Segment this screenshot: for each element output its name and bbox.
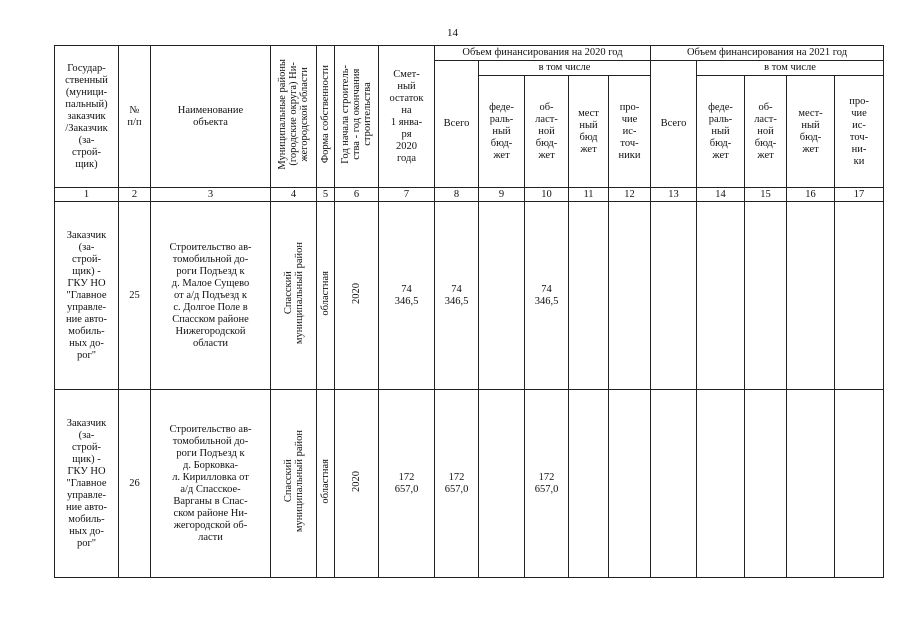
- col-number: 6: [335, 188, 379, 202]
- header-federal-2021: феде- раль- ный бюд- жет: [697, 76, 745, 188]
- other-2020-cell: [609, 202, 651, 390]
- total-2021-cell: [651, 202, 697, 390]
- header-number: № п/п: [119, 46, 151, 188]
- federal-2020-cell: [479, 202, 525, 390]
- header-incl-2020: в том числе: [479, 61, 651, 76]
- header-ownership: Форма собственности: [317, 46, 335, 188]
- total-2020-cell: 172 657,0: [435, 390, 479, 578]
- district-cell: Спасский муниципальный район: [271, 390, 317, 578]
- customer-cell: Заказчик (за- строй- щик) - ГКУ НО "Главное управле- ние авто- мобиль- ных до- рог": [55, 202, 119, 390]
- col-number: 1: [55, 188, 119, 202]
- financing-table: [54, 45, 884, 578]
- other-2021-cell: [835, 202, 884, 390]
- total-2021-cell: [651, 390, 697, 578]
- header-total-2021: Всего: [651, 61, 697, 188]
- federal-2020-cell: [479, 390, 525, 578]
- col-number: 8: [435, 188, 479, 202]
- table-row: [55, 202, 884, 390]
- col-number: 12: [609, 188, 651, 202]
- table-row: [55, 390, 884, 578]
- remainder-cell: 74 346,5: [379, 202, 435, 390]
- local-2020-cell: [569, 202, 609, 390]
- district-cell: Спасский муниципальный район: [271, 202, 317, 390]
- header-local-2020: мест ный бюд жет: [569, 76, 609, 188]
- col-number: 16: [787, 188, 835, 202]
- customer-cell: Заказчик (за- строй- щик) - ГКУ НО "Главное управле- ние авто- мобиль- ных до- рог": [55, 390, 119, 578]
- header-object-name: Наименование объекта: [151, 46, 271, 188]
- local-2021-cell: [787, 202, 835, 390]
- col-number: 11: [569, 188, 609, 202]
- object-name-cell: Строительство ав- томобильной до- роги Подъезд к д. Малое Сущево от а/д Подъезд к с. Долгое Поле в Спасском районе Нижегородской области: [151, 202, 271, 390]
- header-other-2020: про- чие ис- точ- ники: [609, 76, 651, 188]
- col-number: 14: [697, 188, 745, 202]
- col-number: 4: [271, 188, 317, 202]
- header-years: Год начала строитель- ства - год окончания строительства: [335, 46, 379, 188]
- year-cell: 2020: [335, 202, 379, 390]
- col-number: 10: [525, 188, 569, 202]
- header-fin-2020: Объем финансирования на 2020 год: [435, 46, 651, 61]
- col-number: 17: [835, 188, 884, 202]
- ownership-cell: областная: [317, 390, 335, 578]
- federal-2021-cell: [697, 202, 745, 390]
- col-number: 3: [151, 188, 271, 202]
- header-customer: Государ- ственный (муници- пальный) заказчик /Заказчик (за- строй- щик): [55, 46, 119, 188]
- header-incl-2021: в том числе: [697, 61, 884, 76]
- ownership-cell: областная: [317, 202, 335, 390]
- local-2021-cell: [787, 390, 835, 578]
- regional-2021-cell: [745, 390, 787, 578]
- remainder-cell: 172 657,0: [379, 390, 435, 578]
- row-number-cell: 26: [119, 390, 151, 578]
- other-2021-cell: [835, 390, 884, 578]
- header-regional-2021: об- ласт- ной бюд- жет: [745, 76, 787, 188]
- col-number: 2: [119, 188, 151, 202]
- header-other-2021: про- чие ис- точ- ни- ки: [835, 76, 884, 188]
- column-numbers-row: [55, 188, 884, 202]
- col-number: 13: [651, 188, 697, 202]
- header-districts: Муниципальные районы (городские округа) Ни- жегородской области: [271, 46, 317, 188]
- regional-2020-cell: 172 657,0: [525, 390, 569, 578]
- regional-2021-cell: [745, 202, 787, 390]
- col-number: 9: [479, 188, 525, 202]
- year-cell: 2020: [335, 390, 379, 578]
- col-number: 7: [379, 188, 435, 202]
- header-regional-2020: об- ласт- ной бюд- жет: [525, 76, 569, 188]
- header-remainder: Смет- ный остаток на 1 янва- ря 2020 года: [379, 46, 435, 188]
- regional-2020-cell: 74 346,5: [525, 202, 569, 390]
- col-number: 5: [317, 188, 335, 202]
- row-number-cell: 25: [119, 202, 151, 390]
- header-total-2020: Всего: [435, 61, 479, 188]
- page-number: 14: [447, 27, 458, 39]
- header-local-2021: мест- ный бюд- жет: [787, 76, 835, 188]
- other-2020-cell: [609, 390, 651, 578]
- object-name-cell: Строительство ав- томобильной до- роги Подъезд к д. Борковка- л. Кирилловка от а/д Спасское- Варганы в Спас- ском районе Ни- жегородской об- ласти: [151, 390, 271, 578]
- col-number: 15: [745, 188, 787, 202]
- local-2020-cell: [569, 390, 609, 578]
- header-fin-2021: Объем финансирования на 2021 год: [651, 46, 884, 61]
- federal-2021-cell: [697, 390, 745, 578]
- total-2020-cell: 74 346,5: [435, 202, 479, 390]
- header-federal-2020: феде- раль- ный бюд- жет: [479, 76, 525, 188]
